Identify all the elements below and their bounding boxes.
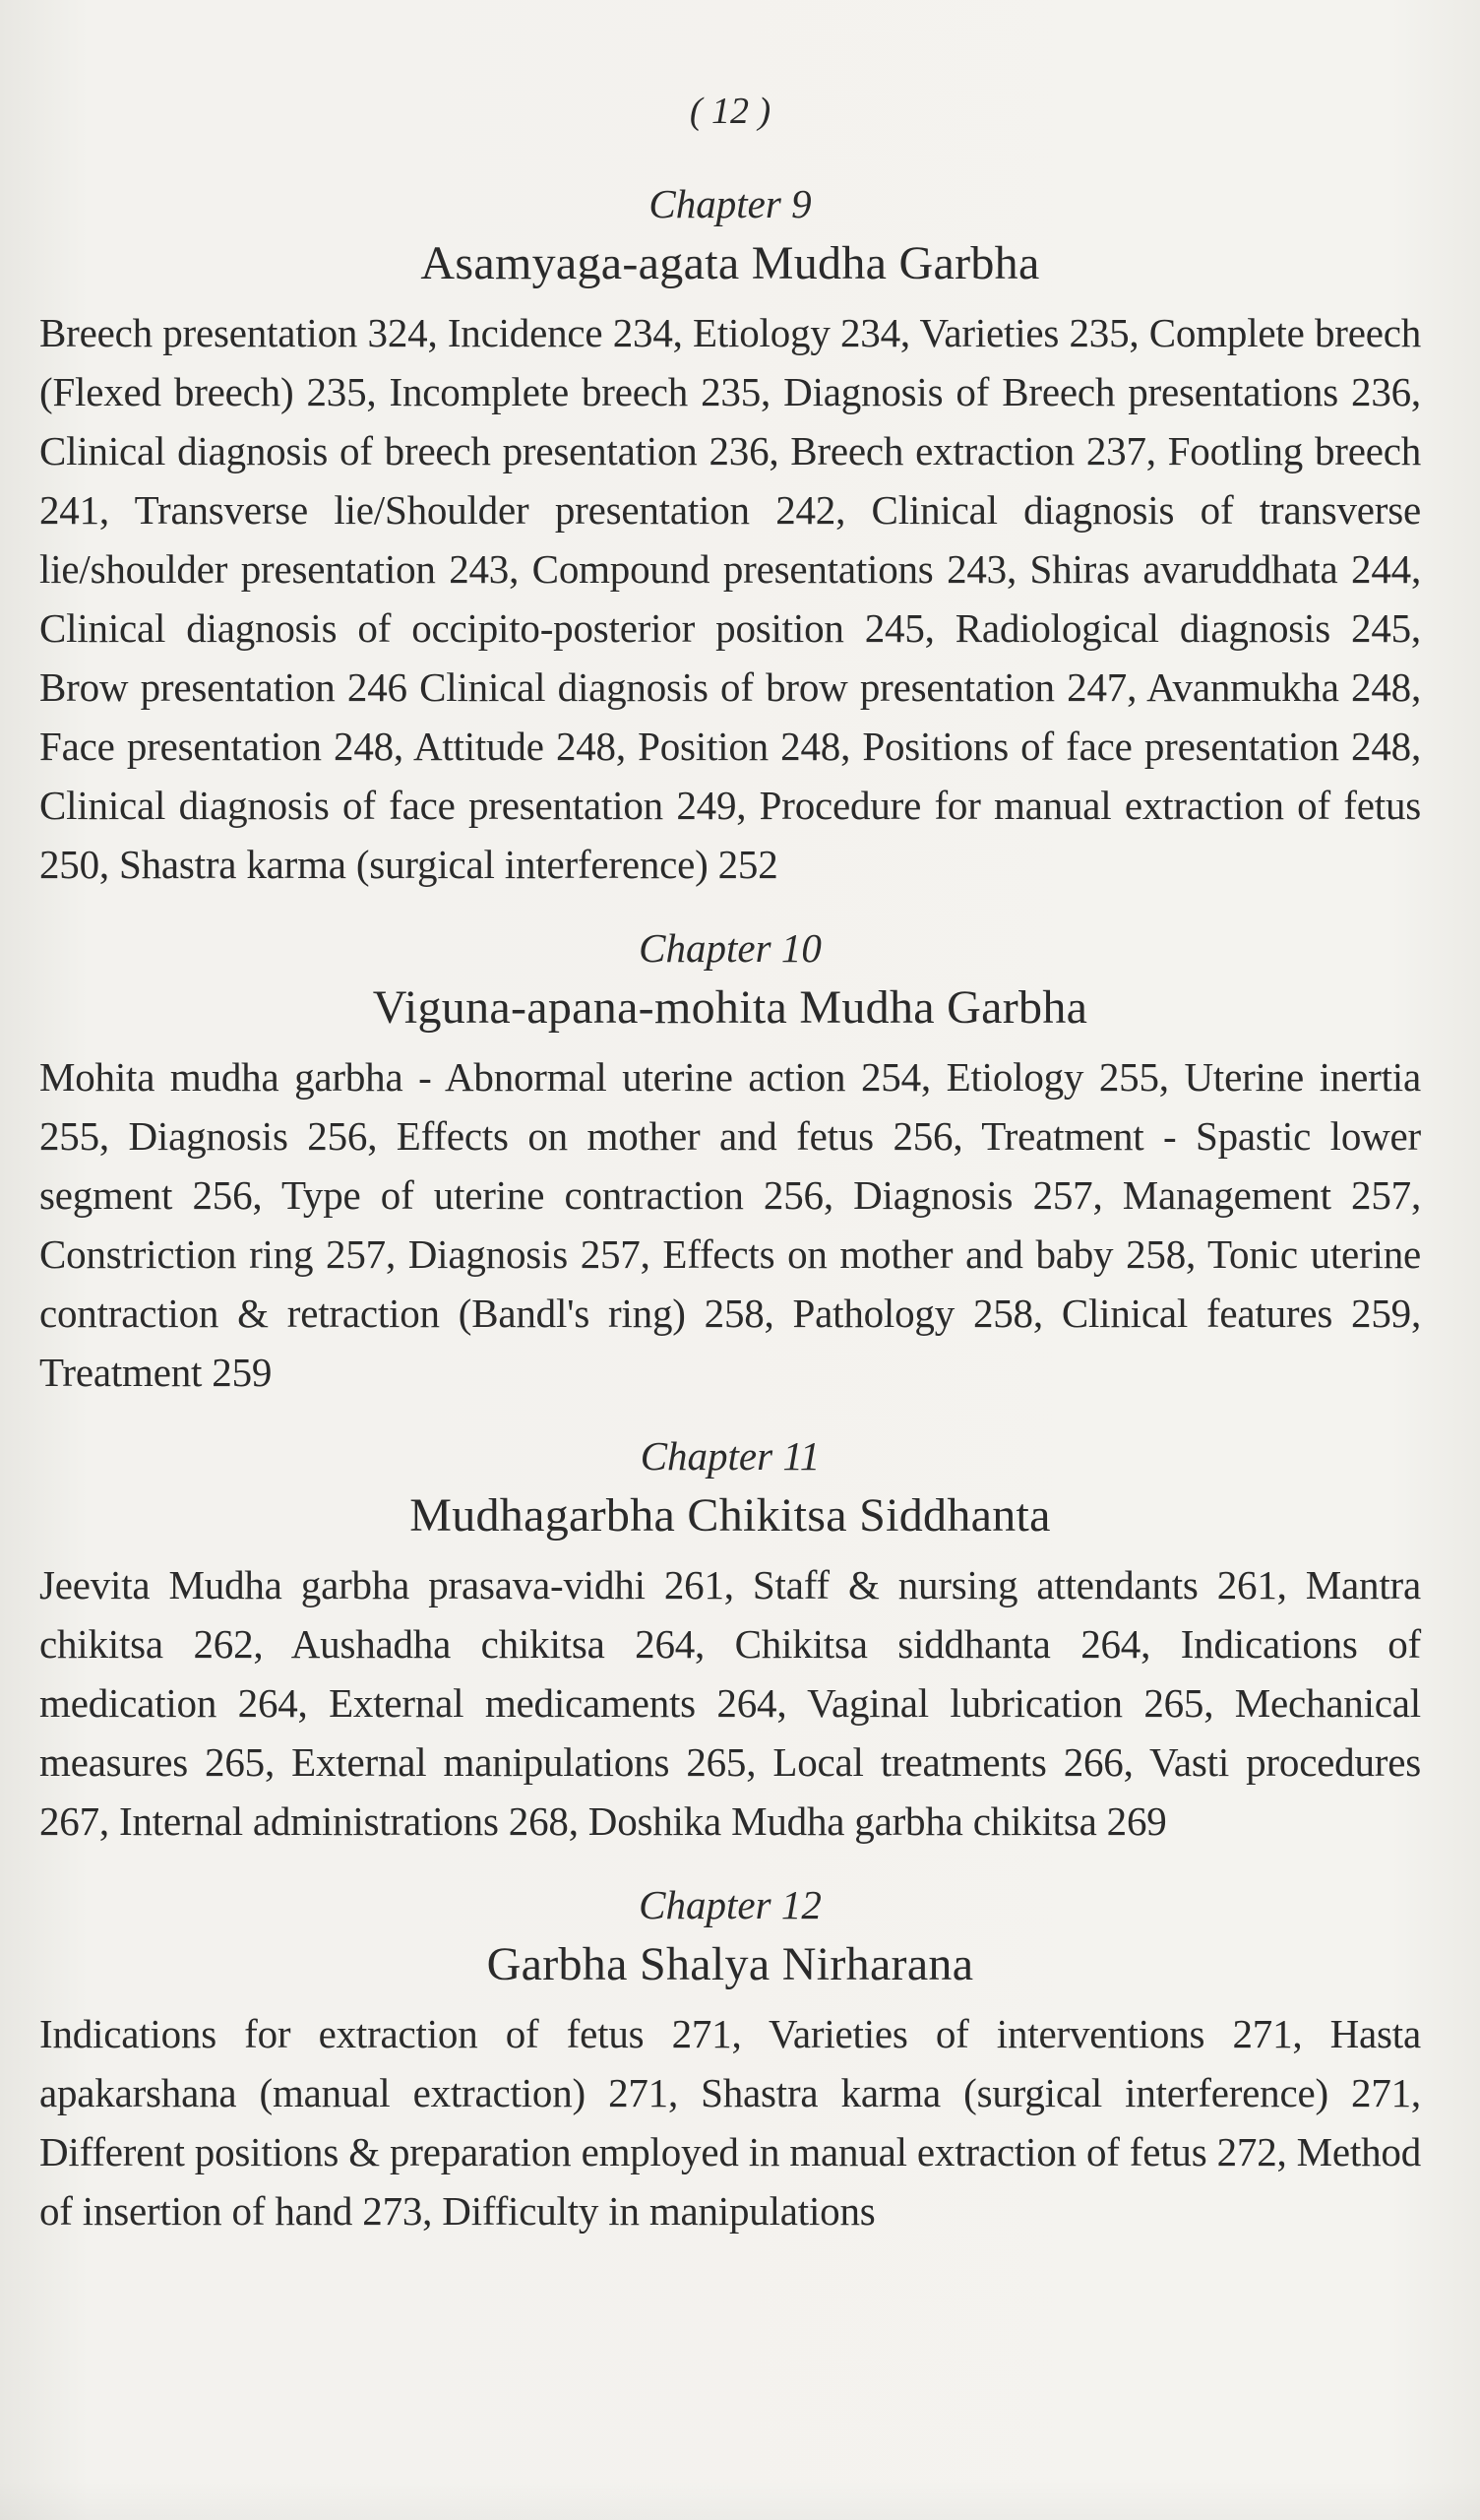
chapter-section bbox=[39, 919, 1421, 1402]
chapter-section bbox=[39, 1427, 1421, 1851]
chapter-title: Mudhagarbha Chikitsa Siddhanta bbox=[409, 1489, 1051, 1542]
chapter-contents: Jeevita Mudha garbha prasava-vidhi 261, Staff & nursing attendants 261, Mantra chikitsa 262, Aushadha chikitsa 264, Chikitsa siddhanta 264, Indications of medication 264, External medicaments 264, Vaginal lubrication 265, Mechanical measures 265, External manipulations 265, Local treatments 266, Vasti procedures 267, Internal administrations 268, Doshika Mudha garbha chikitsa 269 bbox=[39, 1562, 1421, 1844]
chapter-section bbox=[39, 175, 1421, 894]
chapter-title: Asamyaga-agata Mudha Garbha bbox=[420, 237, 1040, 289]
page-edge-shadow bbox=[0, 2481, 1480, 2520]
chapter-title: Garbha Shalya Nirharana bbox=[486, 1938, 974, 1990]
chapter-contents: Indications for extraction of fetus 271, Varieties of interventions 271, Hasta apakarshana (manual extraction) 271, Shastra karma (surgical interference) 271, Different positions & preparation employed in manual extraction of fetus 272, Method of insertion of hand 273, Difficulty in manipulations bbox=[39, 2011, 1421, 2234]
chapter-label: Chapter 9 bbox=[648, 181, 812, 226]
page-number: ( 12 ) bbox=[689, 91, 771, 132]
chapter-label: Chapter 12 bbox=[639, 1882, 822, 1927]
chapter-section bbox=[39, 1876, 1421, 2240]
chapter-contents: Mohita mudha garbha - Abnormal uterine action 254, Etiology 255, Uterine inertia 255, Diagnosis 256, Effects on mother and fetus 256, Treatment - Spastic lower segment 256, Type of uterine contraction 256, Diagnosis 257, Management 257, Constriction ring 257, Diagnosis 257, Effects on mother and baby 258, Tonic uterine contraction & retraction (Bandl's ring) 258, Pathology 258, Clinical features 259, Treatment 259 bbox=[39, 1054, 1421, 1395]
chapter-contents: Breech presentation 324, Incidence 234, Etiology 234, Varieties 235, Complete breech (Flexed breech) 235, Incomplete breech 235, Diagnosis of Breech presentations 236, Clinical diagnosis of breech presentation 236, Breech extraction 237, Footling breech 241, Transverse lie/Shoulder presentation 242, Clinical diagnosis of transverse lie/shoulder presentation 243, Compound presentations 243, Shiras avaruddhata 244, Clinical diagnosis of occipito-posterior position 245, Radiological diagnosis 245, Brow presentation 246 Clinical diagnosis of brow presentation 247, Avanmukha 248, Face presentation 248, Attitude 248, Position 248, Positions of face presentation 248, Clinical diagnosis of face presentation 249, Procedure for manual extraction of fetus 250, Shastra karma (surgical interference) 252 bbox=[39, 310, 1421, 887]
chapter-label: Chapter 10 bbox=[639, 925, 822, 971]
chapter-title: Viguna-apana-mohita Mudha Garbha bbox=[372, 981, 1088, 1034]
chapter-label: Chapter 11 bbox=[640, 1433, 821, 1479]
